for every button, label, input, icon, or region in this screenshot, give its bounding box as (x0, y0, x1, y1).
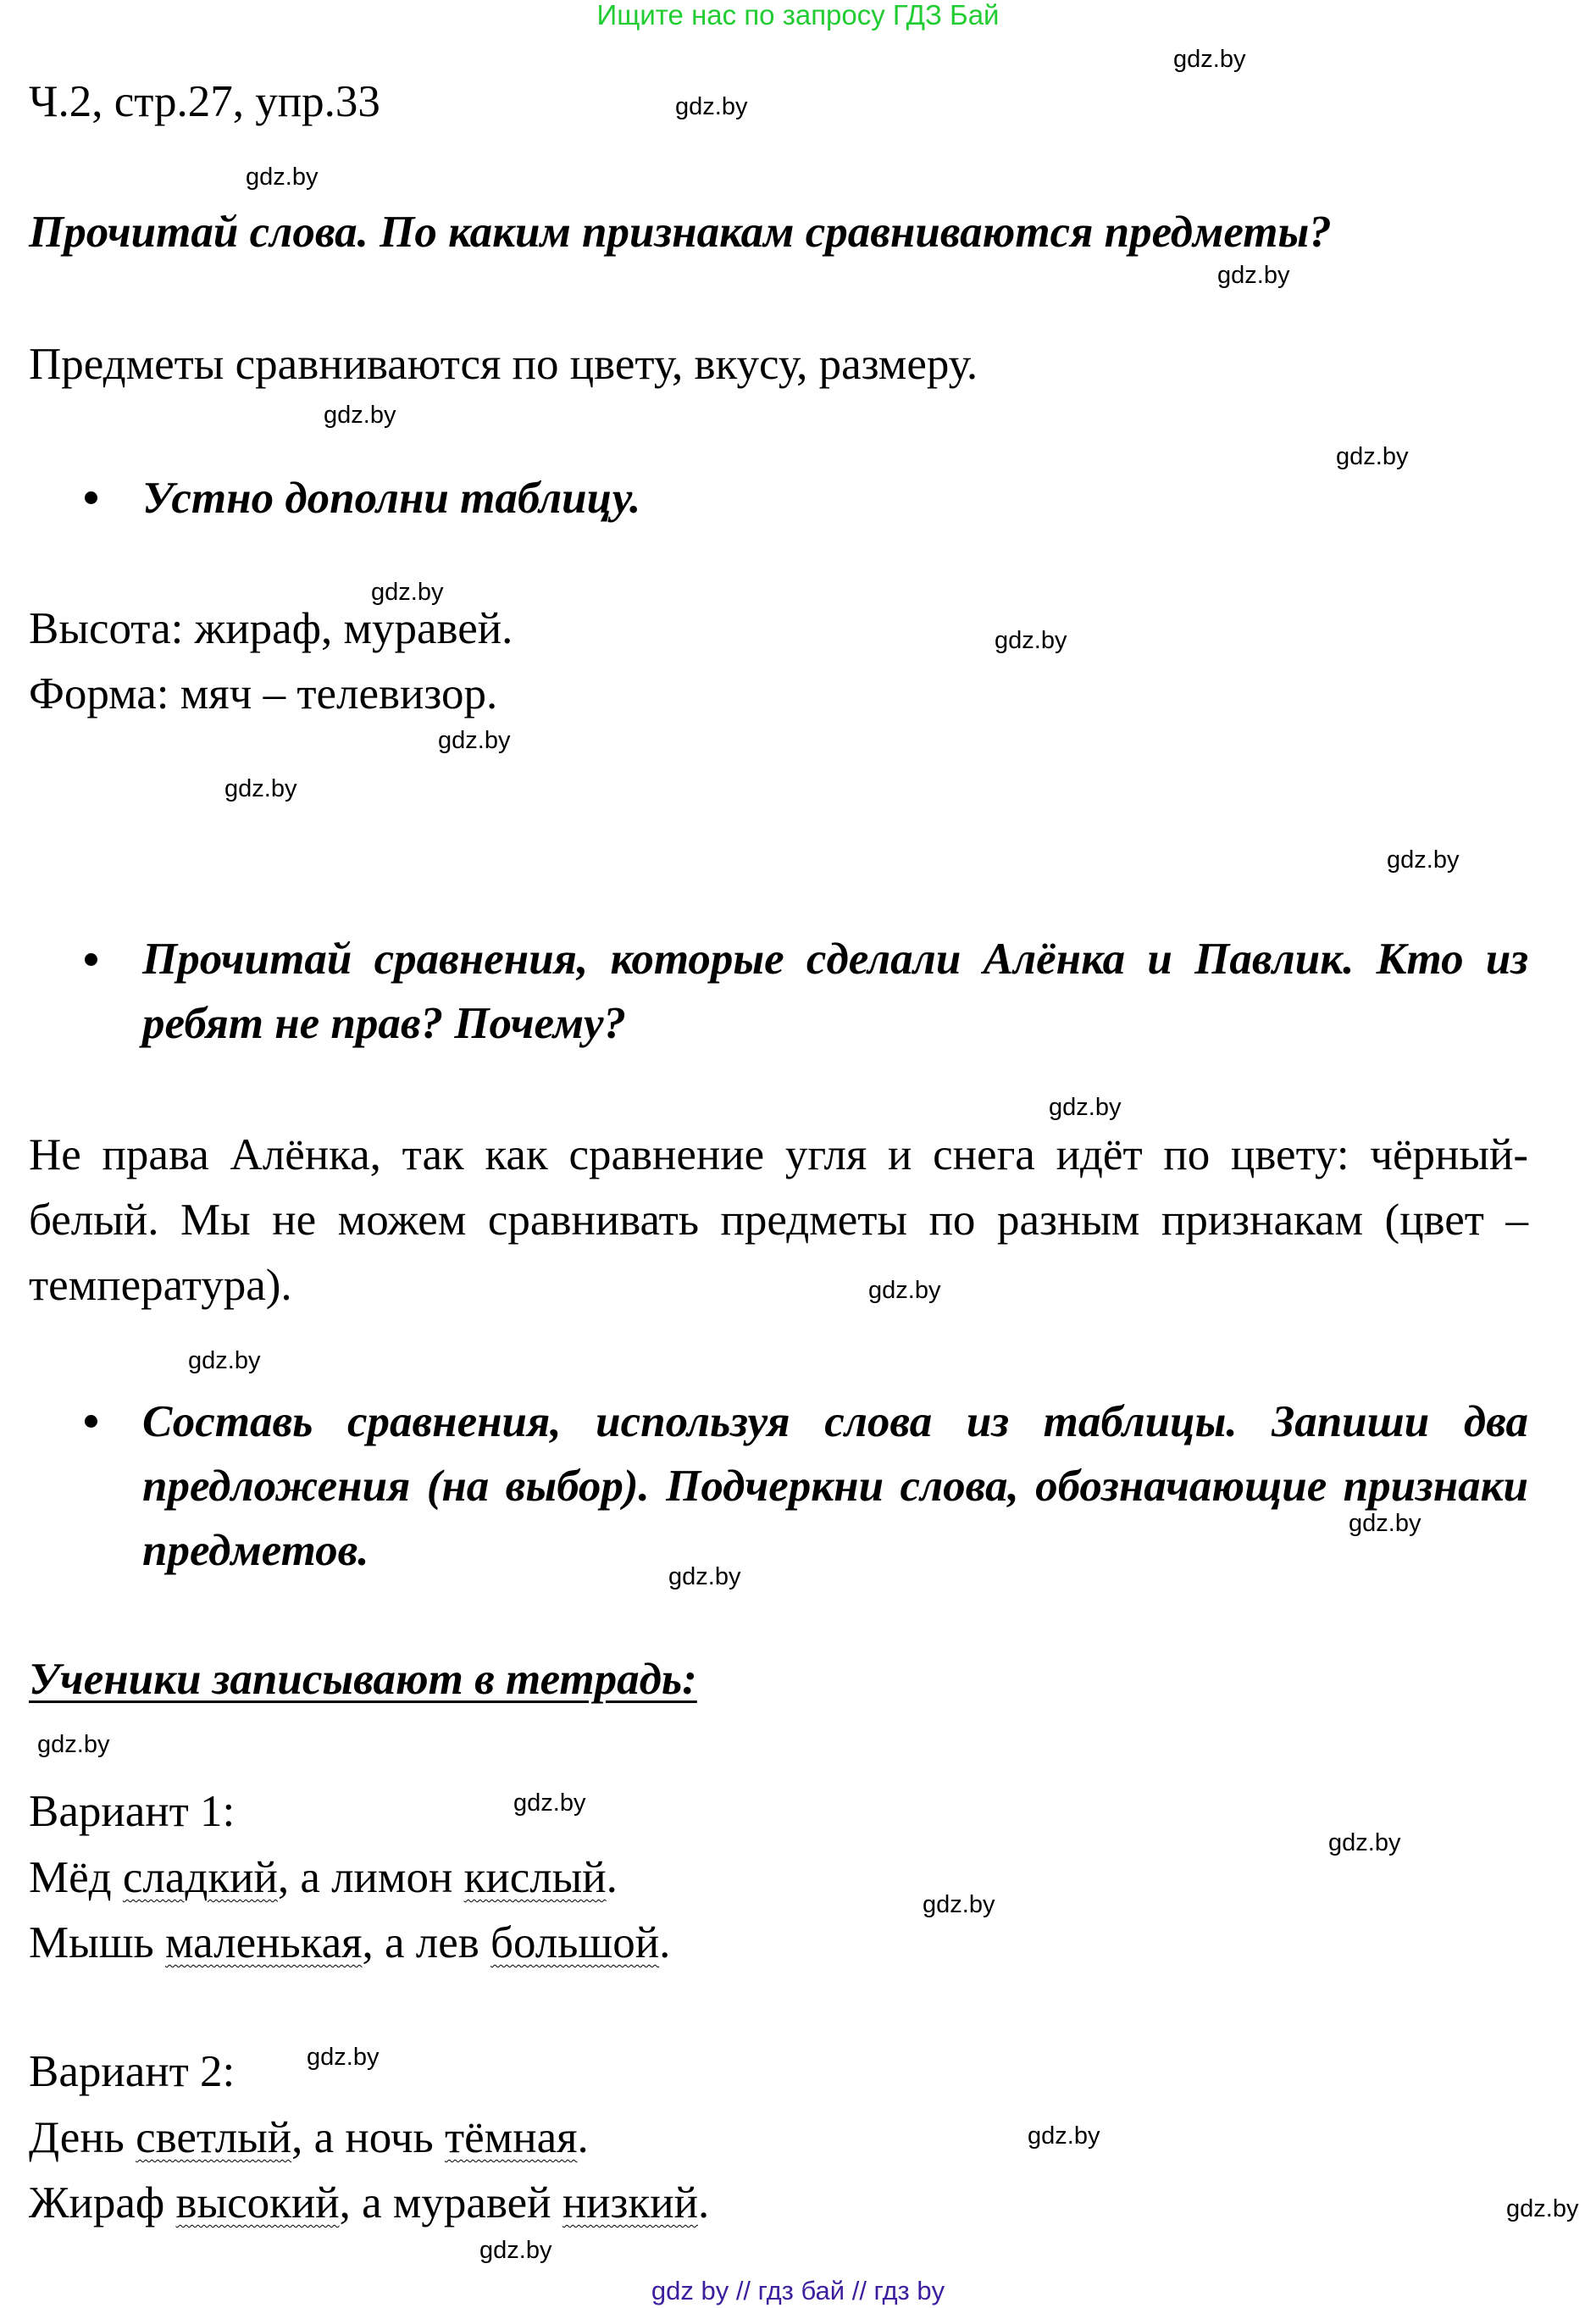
watermark: gdz.by (1387, 846, 1460, 874)
punct: . (606, 1853, 618, 1902)
watermark: gdz.by (438, 727, 511, 754)
watermark: gdz.by (37, 1731, 110, 1758)
watermark: gdz.by (246, 164, 319, 191)
punct: . (577, 2113, 589, 2162)
watermark: gdz.by (479, 2237, 552, 2264)
connector: , а лев (362, 1918, 491, 1967)
watermark: gdz.by (1217, 262, 1290, 289)
adjective: светлый (136, 2113, 292, 2162)
footer-links: gdz by // гдз бай // гдз by (651, 2276, 945, 2305)
watermark: gdz.by (324, 402, 396, 429)
watermark: gdz.by (307, 2044, 380, 2071)
watermark: gdz.by (1336, 443, 1409, 470)
watermark: gdz.by (1028, 2122, 1100, 2150)
adjective: тёмная (444, 2113, 578, 2162)
watermark: gdz.by (188, 1347, 261, 1374)
watermark: gdz.by (224, 775, 297, 802)
top-banner: Ищите нас по запросу ГДЗ Бай (596, 0, 1000, 31)
adjective: низкий (562, 2178, 698, 2228)
noun: Мышь (29, 1918, 154, 1967)
answer-2-line-1: Высота: жираф, муравей. (29, 604, 513, 653)
bullet (85, 953, 97, 966)
connector: , а лимон (277, 1853, 464, 1902)
punct: . (659, 1918, 671, 1967)
task-1: Прочитай слова. По каким признакам сравниваются предметы? (29, 208, 1332, 257)
task-3: Прочитай сравнения, которые сделали Алёнка и Павлик. Кто из ребят не прав? Почему? (142, 935, 1528, 1048)
bullet (85, 1415, 97, 1428)
adjective: сладкий (122, 1853, 278, 1902)
adjective: маленькая (164, 1918, 363, 1967)
answer-1: Предметы сравниваются по цвету, вкусу, размеру. (29, 340, 978, 389)
variant-2-label: Вариант 2: (29, 2047, 236, 2096)
notebook-heading: Ученики записывают в тетрадь: (29, 1655, 697, 1704)
noun: Мёд (29, 1853, 112, 1902)
task-2: Устно дополни таблицу. (142, 474, 641, 523)
connector: , а ночь (291, 2113, 445, 2162)
variant-2-sentence-2 (29, 2178, 709, 2228)
watermark: gdz.by (1049, 1094, 1122, 1121)
watermark: gdz.by (1328, 1829, 1401, 1856)
answer-2-line-2: Форма: мяч – телевизор. (29, 669, 498, 718)
watermark: gdz.by (868, 1277, 941, 1304)
punct: . (697, 2178, 710, 2228)
bullet (85, 491, 97, 504)
watermark: gdz.by (371, 579, 444, 606)
variant-1-sentence-1 (29, 1852, 618, 1903)
variant-1-sentence-2 (29, 1917, 670, 1968)
noun: День (29, 2113, 125, 2162)
connector: , а муравей (339, 2178, 562, 2228)
variant-2-sentence-1 (29, 2112, 589, 2163)
watermark: gdz.by (995, 627, 1067, 654)
watermark: gdz.by (675, 93, 748, 120)
answer-3: Не права Алёнка, так как сравнение угля и снега идёт по цвету: чёрный-белый. Мы не можем сравнивать предметы по разным признакам (цвет – температура). (29, 1130, 1528, 1310)
watermark: gdz.by (923, 1891, 995, 1918)
task-4: Составь сравнения, используя слова из таблицы. Запиши два предложения (на выбор). Подчеркни слова, обозначающие признаки предметов. (142, 1397, 1528, 1575)
adjective: высокий (175, 2178, 340, 2228)
variant-1-label: Вариант 1: (29, 1787, 236, 1836)
noun: Жираф (29, 2178, 165, 2228)
watermark: gdz.by (1173, 46, 1246, 73)
adjective: кислый (463, 1853, 607, 1902)
watermark: gdz.by (1506, 2195, 1579, 2222)
watermark: gdz.by (668, 1563, 741, 1590)
watermark: gdz.by (1349, 1510, 1421, 1537)
page-heading: Ч.2, стр.27, упр.33 (29, 77, 380, 126)
watermark: gdz.by (513, 1789, 586, 1817)
adjective: большой (490, 1918, 660, 1967)
